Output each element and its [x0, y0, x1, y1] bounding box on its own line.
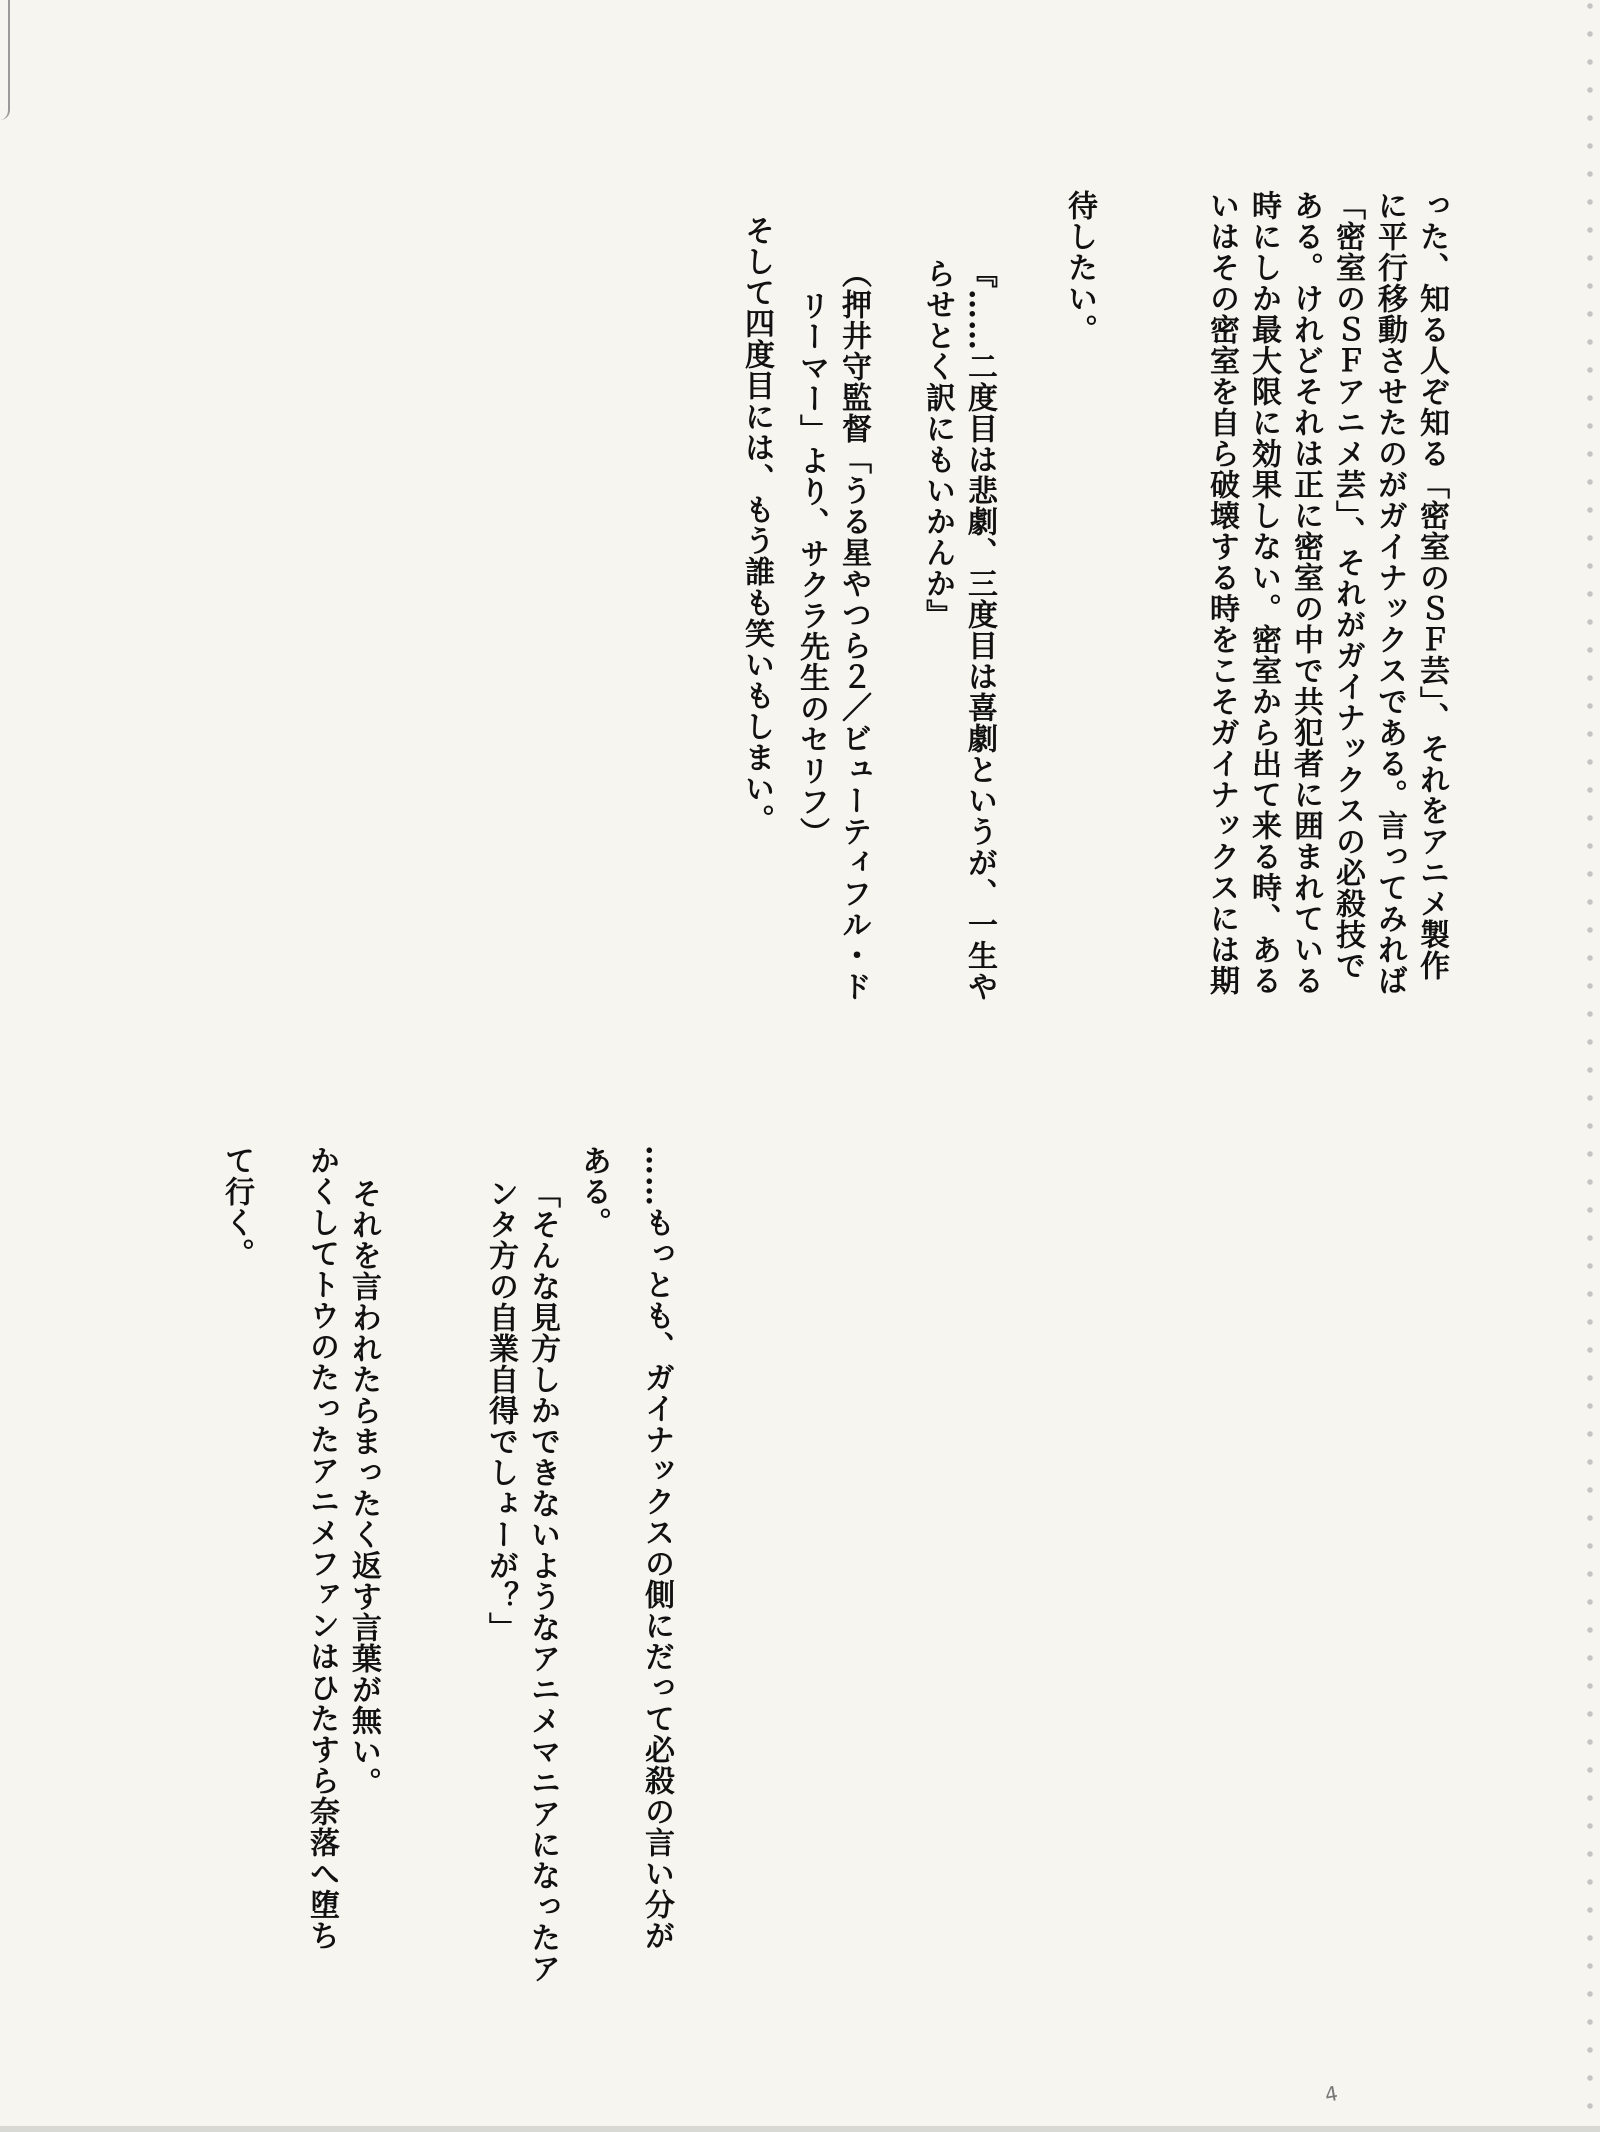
text-column: いはその密室を自ら破壊する時をこそガイナックスには期 [1204, 190, 1239, 996]
page-number: 4 [1323, 2081, 1340, 2107]
text-column: そして四度目には、もう誰も笑いもしまい。 [739, 215, 774, 835]
text-column: 「そんな見方しかできないようなアニメマニアになったア [525, 1178, 560, 1984]
text-column: ……もっとも、ガイナックスの側にだって必殺の言い分が [639, 1145, 674, 1951]
text-column: ンタ方の自業自得でしょーが？」 [483, 1178, 518, 1643]
citation-column: リーマー」より、サクラ先生のセリフ） [794, 290, 829, 848]
perforated-edge [1576, 0, 1600, 2132]
text-column: て行く。 [219, 1145, 254, 1269]
quote-column: 『……二度目は悲劇、三度目は喜劇というが、一生や [962, 258, 997, 1002]
text-column: ある。 [576, 1145, 611, 1238]
text-column: かくしてトウのたったアニメファンはひたすら奈落へ堕ち [304, 1145, 339, 1951]
text-column: ある。けれどそれは正に密室の中で共犯者に囲まれている [1288, 190, 1323, 996]
text-column: った、知る人ぞ知る「密室のＳＦ芸」、それをアニメ製作 [1414, 190, 1449, 981]
text-column: 待したい。 [1062, 190, 1097, 345]
text-column: 「密室のＳＦアニメ芸」、それがガイナックスの必殺技で [1330, 190, 1365, 981]
citation-column: （押井守監督「うる星やつら２／ビューティフル・ド [836, 258, 871, 1002]
bottom-scan-edge [0, 2126, 1600, 2132]
text-column: 時にしか最大限に効果しない。密室から出て来る時、ある [1246, 190, 1281, 996]
quote-column: らせとく訳にもいかんか』 [920, 258, 955, 630]
scan-edge-line [0, 0, 10, 120]
text-column: に平行移動させたのがガイナックスである。言ってみれば [1372, 190, 1407, 996]
text-column: それを言われたらまったく返す言葉が無い。 [346, 1178, 381, 1798]
